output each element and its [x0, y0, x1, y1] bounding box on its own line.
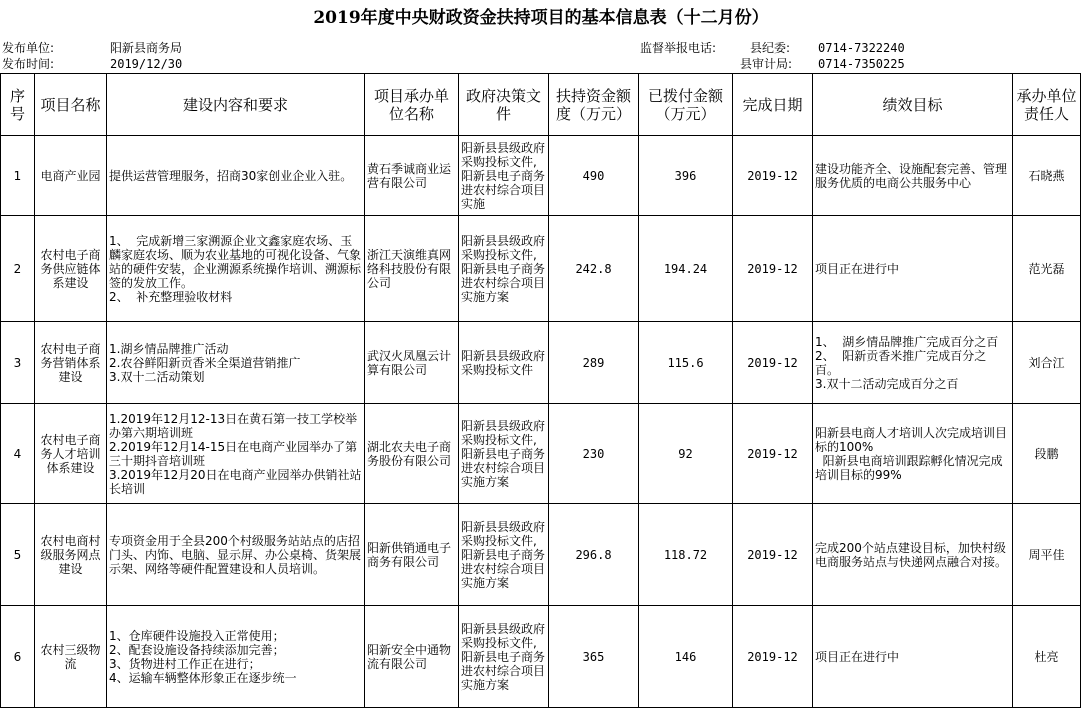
cell-text: 4: [13, 446, 22, 461]
cell-name: [35, 404, 107, 504]
jiwei-label: 县纪委:: [750, 41, 791, 55]
cell-name: [35, 322, 107, 404]
cell-org: [365, 136, 459, 216]
cell-text: 2: [13, 261, 22, 276]
cell-person: [1013, 606, 1081, 708]
hotline-label: 监督举报电话:: [640, 41, 717, 55]
cell-text: 阳新县县级政府采购投标文件,阳新县电子商务进农村综合项目实施: [461, 140, 546, 211]
cell-content: [107, 504, 365, 606]
cell-text: 湖北农夫电子商务股份有限公司: [367, 439, 452, 468]
cell-text: 1.2019年12月12-13日在黄石第一技工学校举办第六期培训班 2.2019年12月14-15日在电商产业园举办了第三十期抖音培训班 3.2019年12月20日在电商产业园举办供销社站长培训: [109, 411, 362, 496]
cell-name: [35, 606, 107, 708]
cell-doc: [459, 404, 549, 504]
table-row: [1, 504, 1081, 606]
cell-person: [1013, 216, 1081, 322]
header-row: [1, 74, 1081, 136]
cell-date: [733, 216, 813, 322]
header-paid: 已拨付金额（万元）: [639, 74, 733, 136]
header-date: 完成日期: [733, 74, 813, 136]
cell-text: 2019-12: [747, 446, 798, 461]
cell-text: 农村三级物流: [40, 642, 101, 671]
publish-time-label: 发布时间:: [2, 57, 55, 71]
cell-person: [1013, 504, 1081, 606]
cell-text: 阳新县县级政府采购投标文件: [461, 348, 546, 377]
header-content: 建设内容和要求: [107, 74, 365, 136]
cell-text: 阳新县电商人才培训人次完成培训目标的100% 阳新县电商培训跟踪孵化情况完成培训目标的99%: [815, 425, 1008, 482]
cell-goal: [813, 322, 1013, 404]
cell-text: 3: [13, 355, 22, 370]
cell-text: 杜亮: [1034, 649, 1059, 664]
cell-text: 2019-12: [747, 649, 798, 664]
cell-text: 刘合江: [1028, 355, 1065, 370]
cell-doc: [459, 322, 549, 404]
sheet-title: 2019年度中央财政资金扶持项目的基本信息表（十二月份）: [313, 8, 769, 28]
cell-text: 230: [582, 446, 605, 461]
cell-date: [733, 322, 813, 404]
cell-text: 阳新县县级政府采购投标文件,阳新县电子商务进农村综合项目实施方案: [461, 519, 546, 590]
table-row: [1, 322, 1081, 404]
cell-org: [365, 404, 459, 504]
cell-text: 武汉火凤凰云计算有限公司: [367, 348, 452, 377]
cell-text: 专项资金用于全县200个村级服务站站点的店招门头、内饰、电脑、显示屏、办公桌椅、货架展示架、网络等硬件配置建设和人员培训。: [109, 533, 362, 576]
cell-person: [1013, 136, 1081, 216]
cell-doc: [459, 136, 549, 216]
cell-text: 1、 湖乡情品牌推广完成百分之百 2、 阳新贡香米推广完成百分之百。 3.双十二活动完成百分之百: [815, 334, 999, 391]
cell-doc: [459, 504, 549, 606]
table-row: [1, 606, 1081, 708]
cell-text: 提供运营管理服务，招商30家创业企业入驻。: [109, 168, 353, 183]
cell-goal: [813, 216, 1013, 322]
cell-paid: [639, 136, 733, 216]
cell-goal: [813, 504, 1013, 606]
cell-fund: [549, 404, 639, 504]
cell-paid: [639, 606, 733, 708]
cell-text: 电商产业园: [40, 168, 101, 183]
cell-goal: [813, 404, 1013, 504]
cell-text: 阳新县县级政府采购投标文件,阳新县电子商务进农村综合项目实施方案: [461, 418, 546, 489]
cell-fund: [549, 136, 639, 216]
cell-text: 92: [678, 446, 693, 461]
cell-goal: [813, 136, 1013, 216]
cell-paid: [639, 504, 733, 606]
cell-text: 阳新供销通电子商务有限公司: [367, 540, 452, 569]
cell-text: 490: [582, 168, 605, 183]
cell-text: 2019-12: [747, 168, 798, 183]
cell-no: [1, 216, 35, 322]
header-name: 项目名称: [35, 74, 107, 136]
cell-content: [107, 322, 365, 404]
publish-time-value: 2019/12/30: [110, 57, 183, 71]
cell-date: [733, 504, 813, 606]
cell-text: 6: [13, 649, 22, 664]
cell-text: 2019-12: [747, 547, 798, 562]
cell-content: [107, 216, 365, 322]
cell-no: [1, 404, 35, 504]
table-row: [1, 404, 1081, 504]
cell-text: 浙江天演维真网络科技股份有限公司: [367, 247, 452, 290]
cell-text: 阳新安全中通物流有限公司: [367, 642, 452, 671]
cell-text: 黄石季诚商业运营有限公司: [367, 161, 452, 190]
cell-text: 396: [674, 168, 697, 183]
cell-text: 118.72: [663, 547, 708, 562]
table-row: [1, 216, 1081, 322]
cell-text: 242.8: [575, 261, 612, 276]
cell-text: 完成200个站点建设目标，加快村级电商服务站点与快递网点融合对接。: [815, 540, 1008, 569]
cell-org: [365, 606, 459, 708]
cell-text: 1、仓库硬件设施投入正常使用； 2、配套设施设备持续添加完善； 3、货物进村工作正在进行； 4、运输车辆整体形象正在逐步统一: [109, 628, 297, 685]
cell-content: [107, 606, 365, 708]
cell-text: 296.8: [575, 547, 612, 562]
cell-text: 项目正在进行中: [815, 261, 900, 276]
publish-unit-label: 发布单位:: [2, 41, 55, 55]
cell-no: [1, 322, 35, 404]
cell-no: [1, 504, 35, 606]
cell-text: 146: [674, 649, 697, 664]
cell-text: 2019-12: [747, 355, 798, 370]
publish-unit-value: 阳新县商务局: [110, 41, 183, 55]
header-doc: 政府决策文件: [459, 74, 549, 136]
cell-no: [1, 606, 35, 708]
cell-org: [365, 504, 459, 606]
table-row: [1, 136, 1081, 216]
cell-text: 农村电子商务营销体系建设: [40, 341, 101, 384]
project-table: [0, 73, 1081, 708]
cell-org: [365, 322, 459, 404]
cell-fund: [549, 504, 639, 606]
header-person: 承办单位责任人: [1013, 74, 1081, 136]
cell-date: [733, 606, 813, 708]
cell-text: 115.6: [667, 355, 704, 370]
cell-content: [107, 136, 365, 216]
cell-text: 2019-12: [747, 261, 798, 276]
cell-text: 石晓燕: [1028, 168, 1065, 183]
cell-text: 范光磊: [1028, 261, 1065, 276]
cell-text: 1、 完成新增三家溯源企业文鑫家庭农场、玉麟家庭农场、顺为农业基地的可视化设备、气象站的硬件安装，企业溯源系统操作培训、溯源标签的发放工作。 2、 补充整理验收材料: [109, 233, 362, 304]
cell-text: 农村电商村级服务网点建设: [40, 533, 101, 576]
header-org: 项目承办单位名称: [365, 74, 459, 136]
cell-person: [1013, 404, 1081, 504]
cell-name: [35, 504, 107, 606]
jiwei-phone: 0714-7322240: [818, 41, 905, 55]
cell-paid: [639, 216, 733, 322]
cell-paid: [639, 322, 733, 404]
cell-text: 农村电子商务供应链体系建设: [40, 247, 101, 290]
cell-text: 5: [13, 547, 22, 562]
cell-text: 194.24: [663, 261, 708, 276]
cell-doc: [459, 216, 549, 322]
shenji-label: 县审计局:: [740, 57, 793, 71]
cell-text: 阳新县县级政府采购投标文件,阳新县电子商务进农村综合项目实施方案: [461, 233, 546, 304]
cell-text: 365: [582, 649, 605, 664]
cell-no: [1, 136, 35, 216]
header-goal: 绩效目标: [813, 74, 1013, 136]
header-fund: 扶持资金额度（万元）: [549, 74, 639, 136]
shenji-phone: 0714-7350225: [818, 57, 905, 71]
cell-text: 建设功能齐全、设施配套完善、管理服务优质的电商公共服务中心: [815, 161, 1008, 190]
cell-text: 周平佳: [1028, 547, 1065, 562]
cell-content: [107, 404, 365, 504]
cell-text: 1.湖乡情品牌推广活动 2.农谷鲜阳新贡香米全渠道营销推广 3.双十二活动策划: [109, 341, 301, 384]
cell-name: [35, 136, 107, 216]
cell-fund: [549, 322, 639, 404]
cell-goal: [813, 606, 1013, 708]
cell-text: 阳新县县级政府采购投标文件,阳新县电子商务进农村综合项目实施方案: [461, 621, 546, 692]
header-no: 序号: [1, 74, 35, 136]
cell-date: [733, 136, 813, 216]
cell-text: 项目正在进行中: [815, 649, 900, 664]
cell-person: [1013, 322, 1081, 404]
cell-name: [35, 216, 107, 322]
cell-doc: [459, 606, 549, 708]
cell-fund: [549, 216, 639, 322]
cell-text: 段鹏: [1034, 446, 1059, 461]
cell-paid: [639, 404, 733, 504]
cell-text: 农村电子商务人才培训体系建设: [40, 432, 101, 475]
cell-text: 1: [13, 168, 22, 183]
cell-fund: [549, 606, 639, 708]
cell-org: [365, 216, 459, 322]
cell-text: 289: [582, 355, 605, 370]
cell-date: [733, 404, 813, 504]
